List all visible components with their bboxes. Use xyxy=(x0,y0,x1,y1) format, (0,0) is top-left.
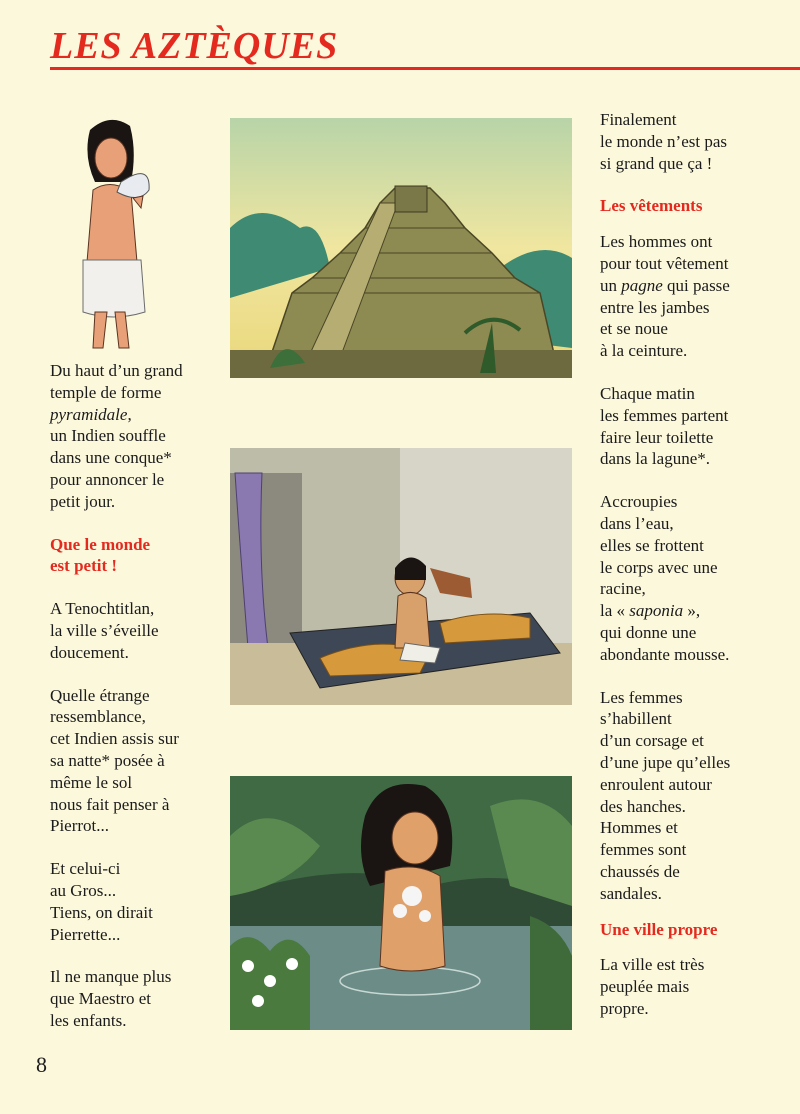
figure-icon xyxy=(55,112,165,352)
sitting-man-illustration xyxy=(230,448,572,705)
left-para-ressemblance: Quelle étrange ressemblance, cet Indien assis sur sa natte* posée à même le sol nous fait penser à Pierrot... xyxy=(50,685,179,836)
page-number: 8 xyxy=(36,1052,47,1077)
bathing-woman-illustration xyxy=(230,776,572,1030)
left-column xyxy=(50,360,220,1032)
left-intro: Du haut d’un grand temple de forme pyramidale, un Indien souffle dans une conque* pour annoncer le petit jour. xyxy=(50,361,183,511)
sitting-man-image-icon xyxy=(230,448,572,705)
title-rule xyxy=(50,67,800,70)
left-para-tenochtitlan: A Tenochtitlan, la ville s’éveille doucement. xyxy=(50,599,159,662)
right-para-ville: La ville est très peuplée mais propre. xyxy=(600,955,705,1018)
right-intro: Finalement le monde n’est pas si grand que ça ! xyxy=(600,110,727,173)
pyramid-illustration xyxy=(230,118,572,378)
page-title: LES AZTÈQUES xyxy=(50,25,339,67)
section-heading-monde-petit: Que le monde est petit ! xyxy=(50,534,151,576)
conch-blower-illustration xyxy=(55,112,165,352)
left-para-maestro: Il ne manque plus que Maestro et les enfants. xyxy=(50,967,172,1030)
section-heading-vetements: Les vêtements xyxy=(600,196,703,216)
left-para-gros: Et celui-ci au Gros... Tiens, on dirait Pierrette... xyxy=(50,859,153,944)
right-para-toilette: Chaque matin les femmes partent faire leur toilette dans la lagune*. xyxy=(600,383,729,469)
right-para-habillement: Les femmes s’habillent d’un corsage et d’une jupe qu’elles enroulent autour des hanches. Hommes et femmes sont chaussés de sandales. xyxy=(600,687,731,903)
right-para-pagne: Les hommes ont pour tout vêtement un pagne qui passe entre les jambes et se noue à la ceinture. xyxy=(600,232,730,361)
right-para-saponia: Accroupies dans l’eau, elles se frottent le corps avec une racine, la « saponia », qui donne une abondante mousse. xyxy=(600,492,730,664)
bathing-woman-image-icon xyxy=(230,776,572,1030)
pyramid-image-icon xyxy=(230,118,572,378)
section-heading-ville-propre: Une ville propre xyxy=(600,919,718,939)
right-column xyxy=(600,109,795,1020)
